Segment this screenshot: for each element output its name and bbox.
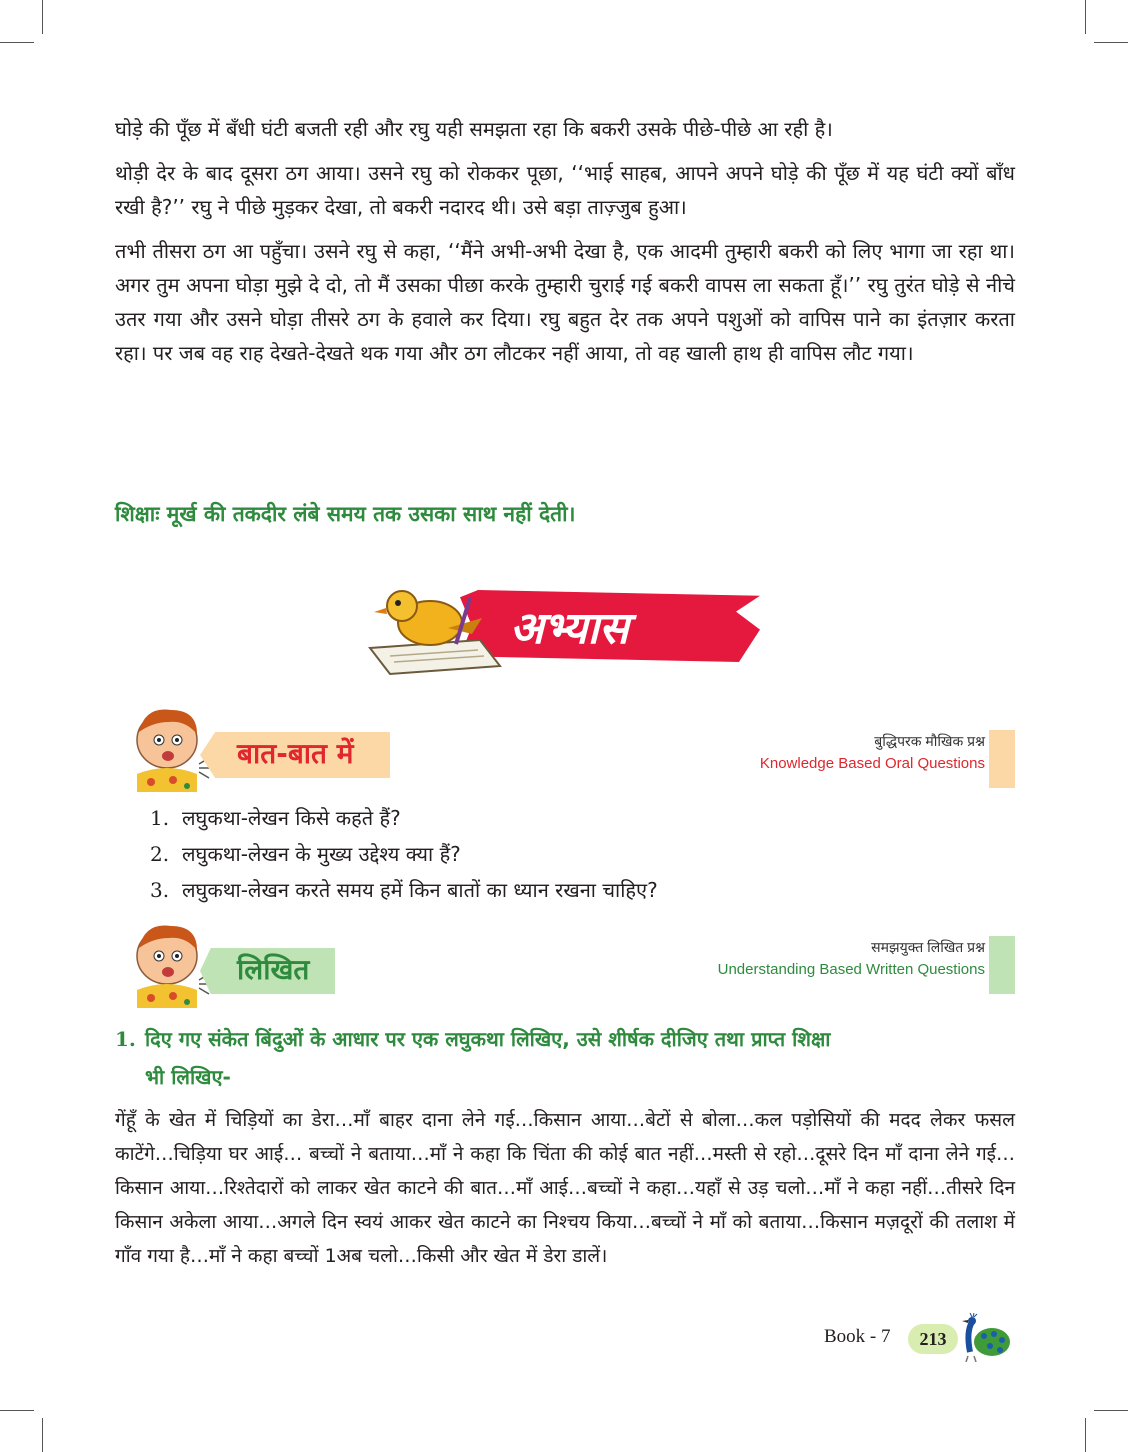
child-avatar-icon	[125, 918, 215, 1008]
list-item	[150, 836, 658, 872]
oral-question-list	[150, 800, 658, 908]
question-number: 2.	[150, 842, 170, 866]
book-label: Book - 7	[824, 1326, 891, 1347]
story-paragraph-1: घोड़े की पूँछ में बँधी घंटी बजती रही और रघु यही समझता रहा कि बकरी उसके पीछे-पीछे आ रही है।	[115, 117, 833, 141]
written-question-line-2: भी लिखिए-	[145, 1065, 231, 1089]
hint-points-text: गेंहूँ के खेत में चिड़ियों का डेरा…माँ बाहर दाना लेने गई…किसान आया…बेटों से बोला…कल पड़ोसियों की मदद लेकर फसल काटेंगे…चिड़िया घर आई… बच्चों ने बताया…माँ ने कहा कि चिंता की कोई बात नहीं…मस्ती से रहो…दूसरे दिन माँ दाना लेने गई…किसान आया…रिश्तेदारों को लाकर खेत काटने की बात…माँ आई…बच्चों ने कहा…यहाँ से उड़ चलो…माँ ने कहा नहीं…तीसरे दिन किसान अकेला आया…अगले दिन स्वयं आकर खेत काटने का निश्चय किया…बच्चों ने माँ को बताया…किसान मज़दूरों की तलाश में गाँव गया है…माँ ने कहा बच्चों 1अब चलो…किसी और खेत में डेरा डालें।	[115, 1109, 1015, 1267]
question-text: लघुकथा-लेखन के मुख्य उद्देश्य क्या हैं?	[182, 842, 461, 866]
story-moral: शिक्षाः मूर्ख की तकदीर लंबे समय तक उसका साथ नहीं देती।	[115, 502, 576, 526]
story-paragraph-3: तभी तीसरा ठग आ पहुँचा। उसने रघु से कहा, ‘‘मैंने अभी-अभी देखा है, एक आदमी तुम्हारी बकरी को लिए भागा जा रहा था। अगर तुम अपना घोड़ा मुझे दे दो, तो मैं उसका पीछा करके तुम्हारी चुराई गई बकरी वापस ला सकता हूँ।’’ रघु तुरंत घोड़े से नीचे उतर गया और उसने घोड़ा तीसरे ठग के हवाले कर दिया। रघु बहुत देर तक अपने पशुओं को वापिस पाने का इंतज़ार करता रहा। पर जब वह राह देखते-देखते थक गया और ठग लौटकर नहीं आया, तो वह खाली हाथ ही वापिस लौट गया।	[115, 239, 1015, 365]
written-question	[115, 1020, 1015, 1096]
oral-section-header	[125, 702, 1015, 792]
child-avatar-icon	[125, 702, 215, 792]
question-number: 3.	[150, 878, 170, 902]
peacock-icon	[954, 1312, 1012, 1362]
bird-writing-icon	[360, 578, 510, 678]
question-number: 1.	[150, 806, 170, 830]
story-paragraph-2: थोड़ी देर के बाद दूसरा ठग आया। उसने रघु को रोककर पूछा, ‘‘भाई साहब, आपने अपने घोड़े की पूँछ में यह घंटी क्यों बाँध रखी है?’’ रघु ने पीछे मुड़कर देखा, तो बकरी नदारद थी। उसे बड़ा ताज़्जुब हुआ।	[115, 161, 1015, 219]
question-text: लघुकथा-लेखन किसे कहते हैं?	[182, 806, 401, 830]
oral-type-hindi: बुद्धिपरक मौखिक प्रश्न	[874, 733, 985, 749]
page-number: 213	[908, 1324, 958, 1354]
crop-mark	[42, 1418, 43, 1452]
oral-type-bar	[989, 730, 1015, 788]
written-type-english: Understanding Based Written Questions	[717, 961, 985, 978]
oral-tag-label: बात-बात में	[237, 737, 354, 770]
written-tag-label: लिखित	[237, 953, 310, 986]
list-item	[150, 800, 658, 836]
crop-mark	[1094, 42, 1128, 43]
crop-mark	[1085, 0, 1086, 34]
page-footer	[824, 1318, 1014, 1362]
list-item	[150, 872, 658, 908]
abhyas-banner	[360, 568, 780, 678]
crop-mark	[42, 0, 43, 34]
crop-mark	[1094, 1410, 1128, 1411]
written-type-hindi: समझयुक्त लिखित प्रश्न	[871, 939, 985, 955]
abhyas-title: अभ्यास	[510, 603, 629, 654]
story-text	[115, 112, 1015, 380]
written-question-line-1: दिए गए संकेत बिंदुओं के आधार पर एक लघुकथा लिखिए, उसे शीर्षक दीजिए तथा प्राप्त शिक्षा	[145, 1027, 831, 1051]
written-section-header	[125, 918, 1015, 1008]
crop-mark	[1085, 1418, 1086, 1452]
oral-type-english: Knowledge Based Oral Questions	[759, 755, 985, 772]
written-type-bar	[989, 936, 1015, 994]
question-text: लघुकथा-लेखन करते समय हमें किन बातों का ध्यान रखना चाहिए?	[182, 878, 658, 902]
crop-mark	[0, 1410, 34, 1411]
written-question-number: 1.	[115, 1027, 136, 1051]
crop-mark	[0, 42, 34, 43]
oral-question-type	[705, 730, 1015, 788]
written-question-type	[705, 936, 1015, 994]
